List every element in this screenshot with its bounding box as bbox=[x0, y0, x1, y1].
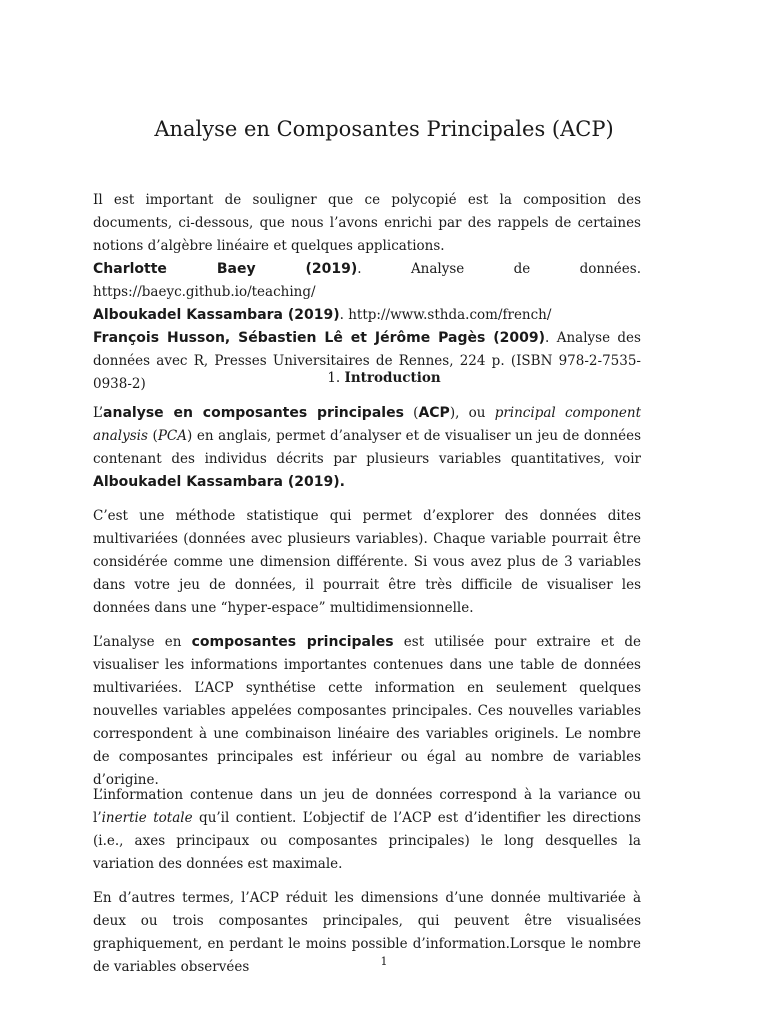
document-title: Analyse en Composantes Principales (ACP) bbox=[154, 117, 614, 141]
reference-1-authors: Charlotte Baey (2019) bbox=[93, 261, 358, 277]
section-number: 1. bbox=[327, 370, 341, 386]
reference-1: Charlotte Baey (2019). Analyse de données. https://baeyc.github.io/teaching/ bbox=[93, 261, 641, 300]
page-number: 1 bbox=[380, 955, 388, 968]
p3-text-a: L’analyse en bbox=[93, 634, 192, 650]
reference-3-authors: François Husson, Sébastien Lê et Jérôme Pagès (2009) bbox=[93, 330, 546, 346]
p1-bold-term: analyse en composantes principales bbox=[103, 405, 404, 421]
reference-1-details: Analyse de données. https://baeyc.github.io/teaching/ bbox=[93, 261, 641, 300]
paragraph-4 bbox=[93, 784, 641, 876]
paragraph-3 bbox=[93, 631, 641, 792]
p1-bold-acronym: ACP bbox=[418, 405, 450, 421]
p3-bold-term: composantes principales bbox=[191, 634, 394, 650]
reference-3: François Husson, Sébastien Lê et Jérôme Pagès (2009). Analyse des données avec R, Presses Universitaires de Rennes, 224 p. (ISBN 978-2-7535-0938-2) bbox=[93, 330, 641, 392]
p3-text-c: est utilisée pour extraire et de visualiser les informations importantes contenues dans une table de données multivariées. L’ACP synthétise cette information en seulement quelques nouvelles variables appelées composantes principales. Ces nouvelles variables correspondent à une combinaison linéaire des variables originels. Le nombre de composantes principales est inférieur ou égal au nombre de variables d’origine. bbox=[93, 634, 641, 788]
paragraph-1 bbox=[93, 402, 641, 494]
p1-text-f: ) en anglais, permet d’analyser et de visualiser un jeu de données contenant des individus décrits par plusieurs variables quantitatives, voir bbox=[93, 428, 641, 467]
intro-text: Il est important de souligner que ce polycopié est la composition des documents, ci-dessous, que nous l’avons enrichi par des rappels de certaines notions d’algèbre linéaire et quelques applications. bbox=[93, 192, 641, 254]
p1-text-c: ( bbox=[403, 405, 419, 421]
p4-italic-term: inertie totale bbox=[101, 810, 193, 826]
paragraph-2: C’est une méthode statistique qui permet d’explorer des données dites multivariées (données avec plusieurs variables). Chaque variable pourrait être considérée comme une dimension différente. Si vous avez plus de 3 variables dans votre jeu de données, il pourrait être très difficile de visualiser les données dans une “hyper-espace” multidimensionnelle. bbox=[93, 508, 641, 616]
section-title: Introduction bbox=[344, 370, 441, 386]
p1-italic-term: principal component analysis bbox=[93, 405, 642, 444]
reference-2-details: http://www.sthda.com/french/ bbox=[348, 307, 552, 323]
section-heading bbox=[0, 370, 768, 386]
p4-text-a: L’information contenue dans un jeu de données correspond à la variance ou l’ bbox=[93, 787, 641, 826]
p4-text-b: qu’il contient. L’objectif de l’ACP est d’identifier les directions (i.e., axes principaux ou composantes principales) le long desquelles la variation des données est maximale. bbox=[93, 810, 641, 872]
p1-text-a: L’ bbox=[93, 405, 104, 421]
reference-2-authors: Alboukadel Kassambara (2019) bbox=[93, 307, 340, 323]
reference-2: Alboukadel Kassambara (2019). http://www.sthda.com/french/ bbox=[93, 307, 552, 323]
p1-text-d: ), ou bbox=[449, 405, 495, 421]
p1-text-e: ( bbox=[147, 428, 158, 444]
reference-3-details: Analyse des données avec R, Presses Universitaires de Rennes, 224 p. (ISBN 978-2-7535-0938-2) bbox=[93, 330, 641, 392]
p1-italic-acronym: PCA bbox=[157, 428, 187, 444]
intro-paragraph bbox=[93, 189, 641, 396]
p1-bold-citation: Alboukadel Kassambara (2019). bbox=[93, 474, 345, 490]
paragraph-5: En d’autres termes, l’ACP réduit les dimensions d’une donnée multivariée à deux ou trois composantes principales, qui peuvent être visualisées graphiquement, en perdant le moins possible d’information.Lorsque le nombre de variables observées bbox=[93, 890, 641, 975]
